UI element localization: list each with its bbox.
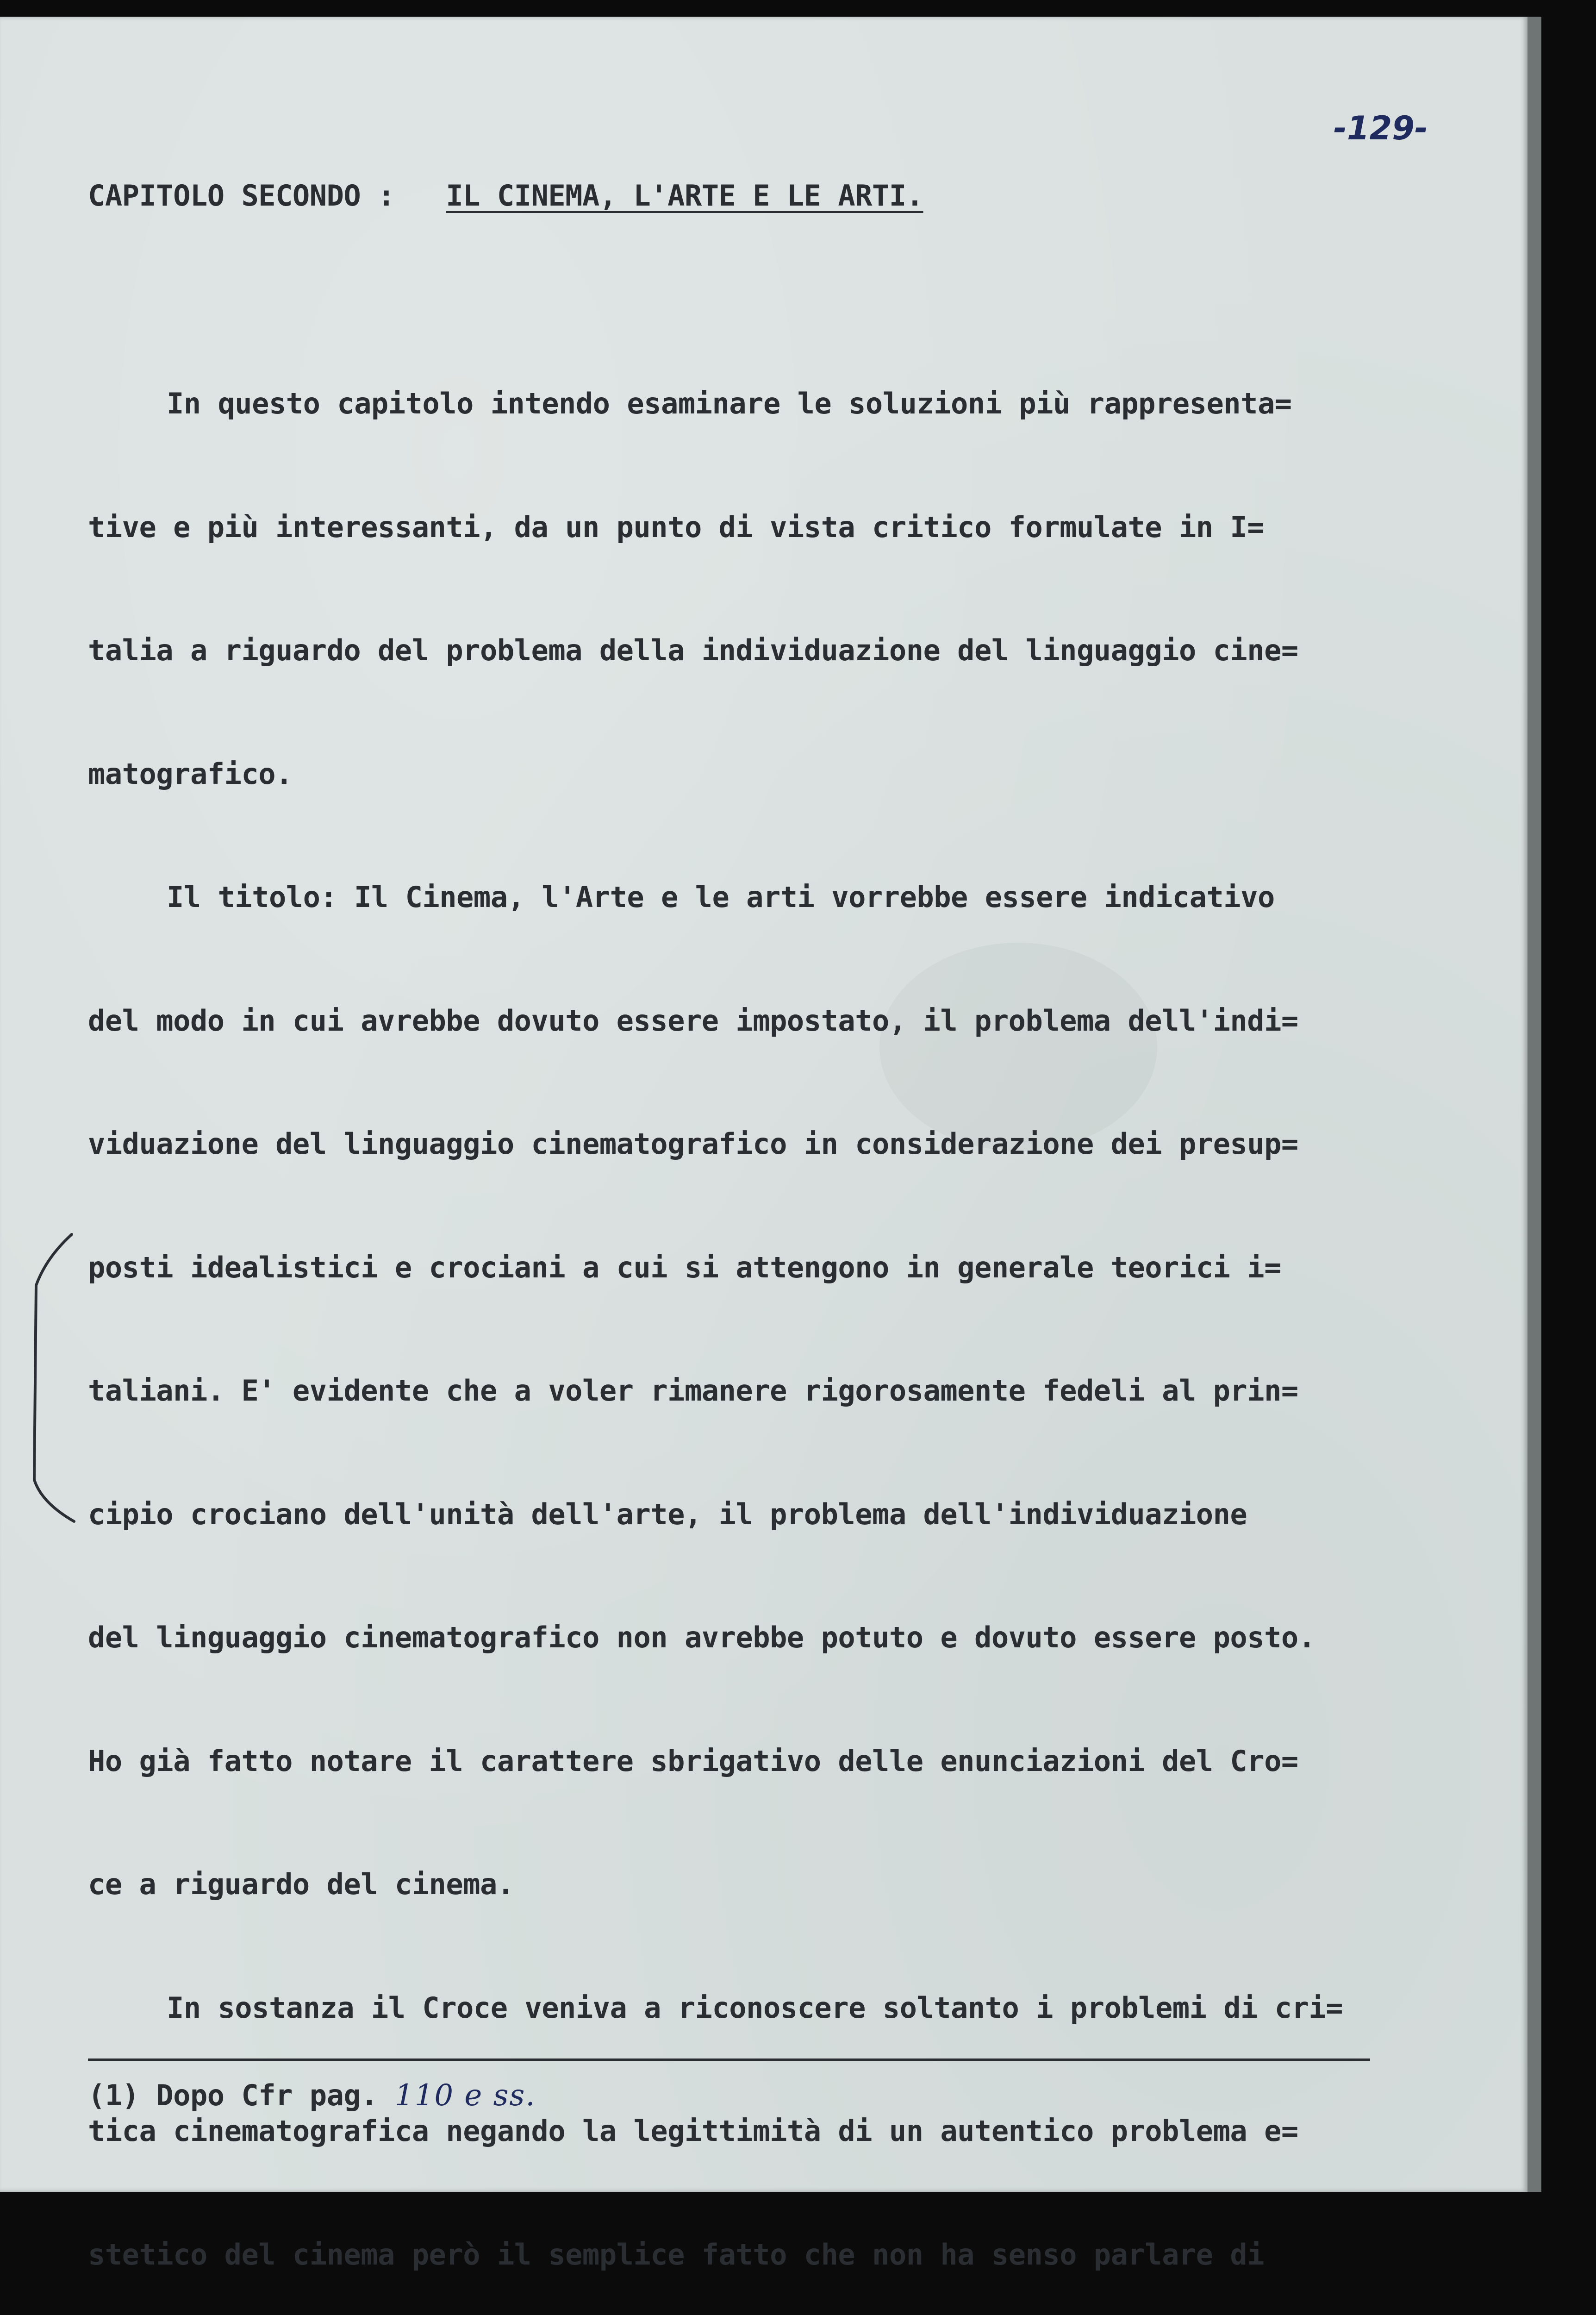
text-line: In questo capitolo intendo esaminare le soluzioni più rappresenta= (167, 387, 1292, 420)
margin-bracket-mark (28, 1230, 83, 1526)
text-line: tive e più interessanti, da un punto di vista critico formulate in I= (88, 510, 1265, 544)
text-line: Ho già fatto notare il carattere sbrigativo delle enunciazioni del Cro= (88, 1744, 1298, 1778)
text-line: posti idealistici e crociani a cui si attengono in generale teorici i= (88, 1250, 1281, 1284)
text-line: taliani. E' evidente che a voler rimanere rigorosamente fedeli al prin= (88, 1374, 1298, 1408)
text-line: ce a riguardo del cinema. (88, 1867, 514, 1901)
text-line: In sostanza il Croce veniva a riconoscere soltanto i problemi di cri= (167, 1990, 1343, 2025)
text-line: del modo in cui avrebbe dovuto essere impostato, il problema dell'indi= (88, 1003, 1298, 1038)
text-line: matografico. (88, 757, 293, 791)
text-line: del linguaggio cinematografico non avrebbe potuto e dovuto essere posto. (88, 1620, 1315, 1654)
chapter-heading (88, 179, 923, 213)
footnote-rule (88, 2058, 1370, 2061)
chapter-label: CAPITOLO SECONDO : (88, 179, 395, 213)
body-text (88, 308, 1504, 2315)
footnote-handwritten-note: 110 e ss. (394, 2078, 536, 2113)
page-edge (1527, 17, 1541, 2192)
text-line: talia a riguardo del problema della individuazione del linguaggio cine= (88, 633, 1298, 667)
document-page (0, 17, 1527, 2271)
text-line: Il titolo: Il Cinema, l'Arte e le arti vorrebbe essere indicativo (167, 880, 1275, 914)
chapter-title: IL CINEMA, L'ARTE E LE ARTI. (446, 179, 923, 213)
footnote-text: (1) Dopo Cfr pag. (88, 2078, 378, 2112)
footnote (88, 2068, 536, 2123)
text-line: tica cinematografica negando la legittimità di un autentico problema e= (88, 2114, 1298, 2148)
text-line: viduazione del linguaggio cinematografico in considerazione dei presup= (88, 1127, 1298, 1161)
page-number: -129- (1333, 109, 1428, 147)
text-line: cipio crociano dell'unità dell'arte, il problema dell'individuazione (88, 1497, 1247, 1531)
text-line: stetico del cinema però il semplice fatto che non ha senso parlare di (88, 2237, 1265, 2271)
